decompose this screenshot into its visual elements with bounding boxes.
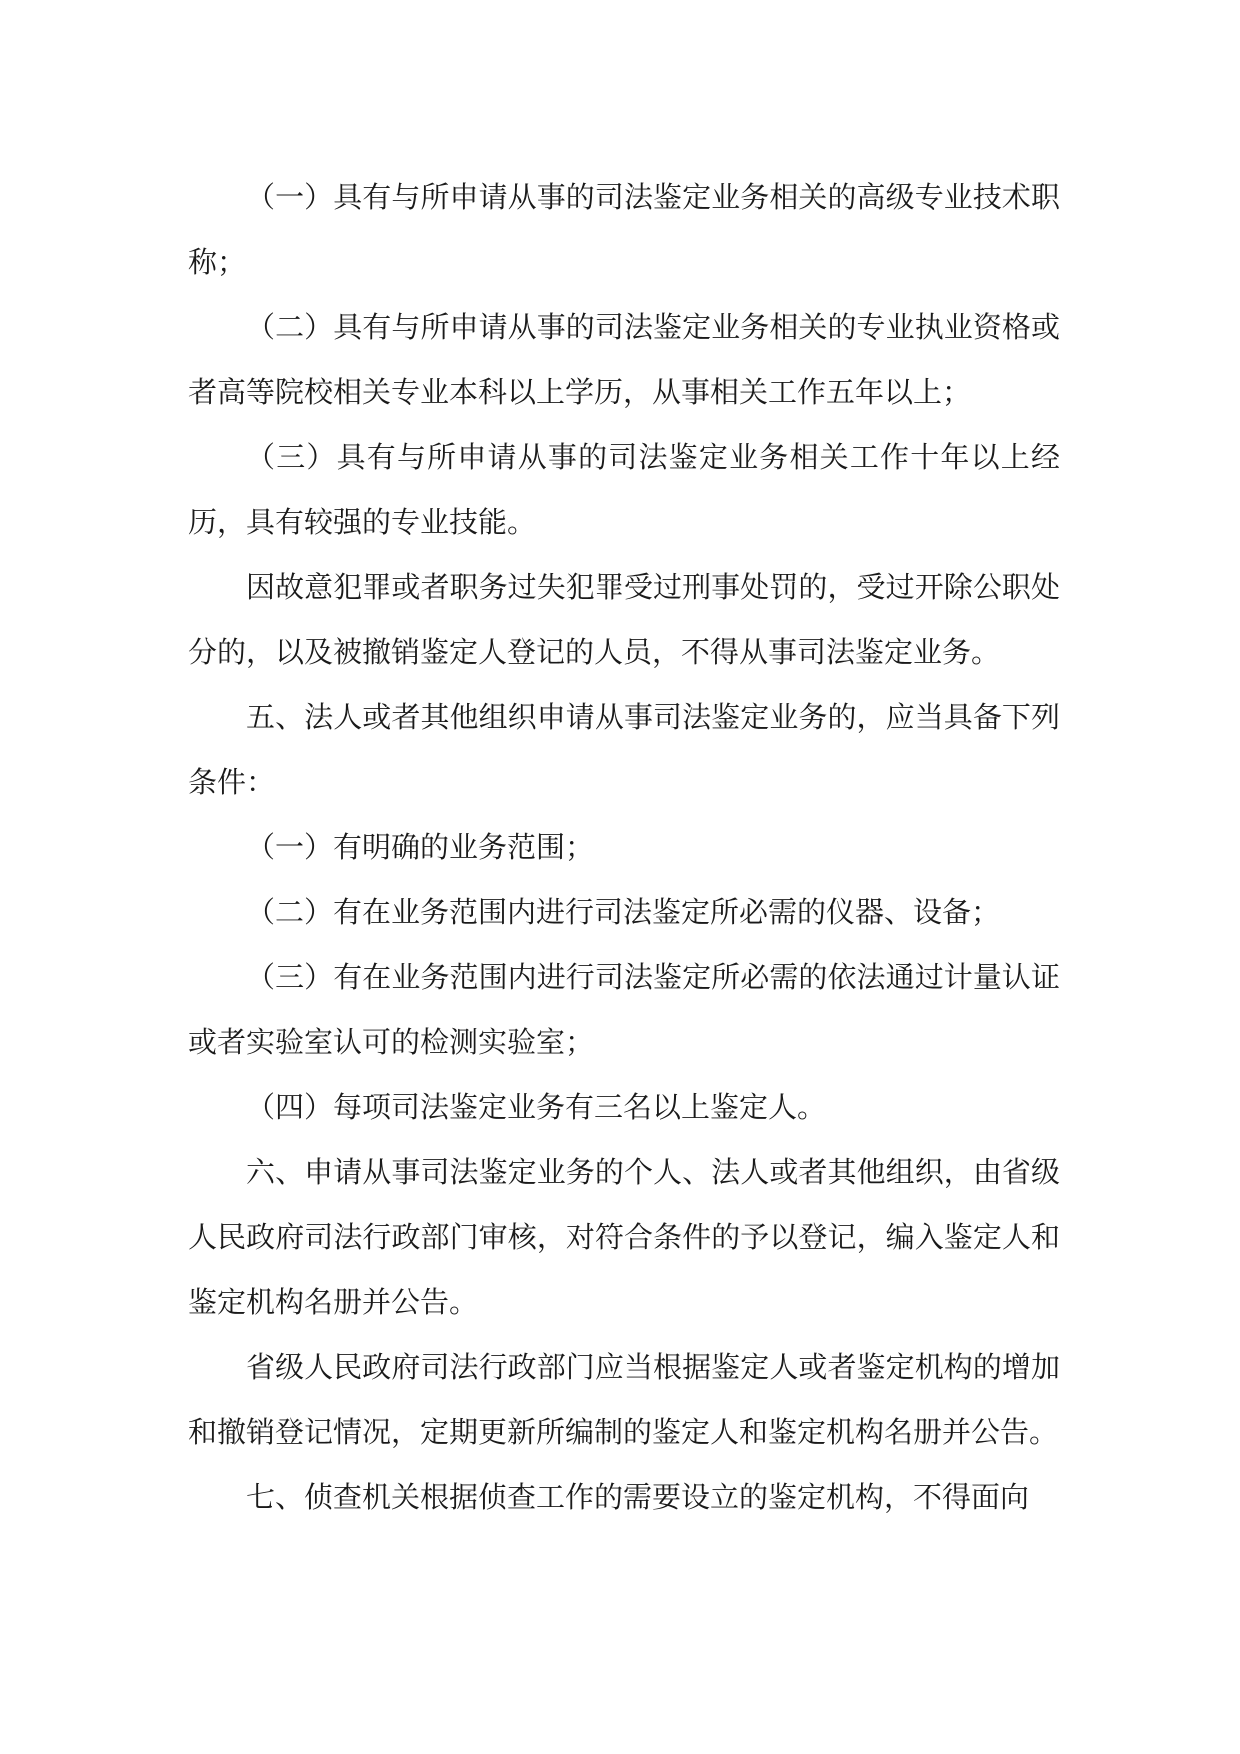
paragraph-equipment: （二）有在业务范围内进行司法鉴定所必需的仪器、设备； [246,895,1001,929]
paragraph-business-scope: （一）有明确的业务范围； [246,830,595,864]
paragraph-qualification: （二）具有与所申请从事的司法鉴定业务相关的专业执业资格或者高等院校相关专业本科以上学历，从事相关工作五年以上； [188,310,1060,409]
paragraph-section-six: 六、申请从事司法鉴定业务的个人、法人或者其他组织，由省级人民政府司法行政部门审核，对符合条件的予以登记，编入鉴定人和鉴定机构名册并公告。 [188,1155,1060,1319]
paragraph-senior-title: （一）具有与所申请从事的司法鉴定业务相关的高级专业技术职称； [188,180,1060,279]
document-body [188,165,1060,1530]
paragraph-section-five: 五、法人或者其他组织申请从事司法鉴定业务的，应当具备下列条件： [188,700,1060,799]
paragraph-appraisers: （四）每项司法鉴定业务有三名以上鉴定人。 [246,1090,827,1124]
paragraph-experience: （三）具有与所申请从事的司法鉴定业务相关工作十年以上经历，具有较强的专业技能。 [188,440,1060,539]
paragraph-roster-update: 省级人民政府司法行政部门应当根据鉴定人或者鉴定机构的增加和撤销登记情况，定期更新所编制的鉴定人和鉴定机构名册并公告。 [188,1350,1060,1449]
paragraph-laboratory: （三）有在业务范围内进行司法鉴定所必需的依法通过计量认证或者实验室认可的检测实验室； [188,960,1060,1059]
paragraph-disqualification: 因故意犯罪或者职务过失犯罪受过刑事处罚的，受过开除公职处分的，以及被撤销鉴定人登记的人员，不得从事司法鉴定业务。 [188,570,1060,669]
paragraph-section-seven: 七、侦查机关根据侦查工作的需要设立的鉴定机构，不得面向 [246,1480,1030,1514]
